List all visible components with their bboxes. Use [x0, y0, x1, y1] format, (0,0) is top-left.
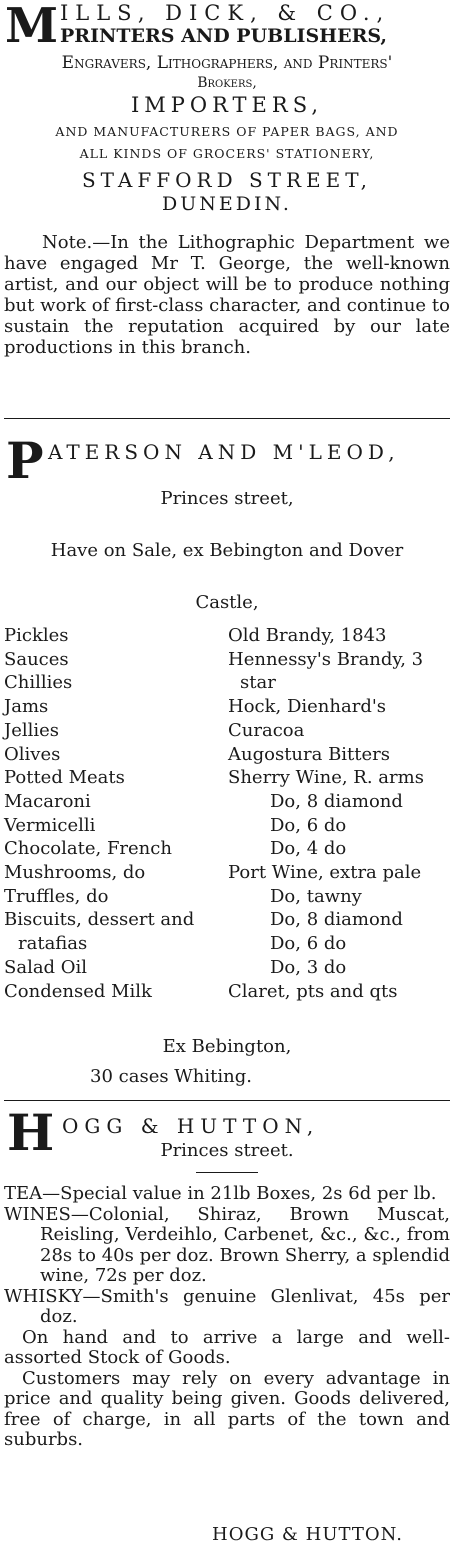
list-item: Hock, Dienhard's — [228, 696, 387, 718]
paterson-firm-name: ATERSON AND M'LEOD, — [48, 440, 400, 464]
list-item: Jellies — [4, 719, 60, 741]
list-item: Salad Oil — [4, 956, 88, 978]
mills-manufacturers-line: AND MANUFACTURERS OF PAPER BAGS, AND — [55, 124, 399, 139]
hogg-drop-cap: H — [7, 1103, 55, 1162]
hogg-whisky-paragraph: WHISKY—Smith's genuine Glenlivat, 45s per doz. — [4, 1285, 450, 1327]
list-item: Truffles, do — [4, 885, 109, 907]
list-item: Do, 6 do — [270, 814, 347, 836]
list-item: Pickles — [4, 625, 69, 646]
mills-engravers-line: Engravers, Lithographers, and Printers' — [61, 53, 393, 73]
hogg-body — [4, 1184, 450, 1451]
mills-note-paragraph: Note.—In the Lithographic Department we have engaged Mr T. George, the well-known artist, and our object will be to produce nothing but work of first-class character, and continue to sustain the reputation acquired by our late productions in this branch. — [4, 232, 450, 358]
list-item: Biscuits, dessert and — [4, 909, 195, 931]
paterson-drop-cap: P — [6, 431, 44, 490]
paterson-ex-line: Ex Bebington, — [162, 1036, 292, 1057]
short-rule — [196, 1172, 258, 1173]
list-item: Hennessy's Brandy, 3 — [228, 648, 424, 670]
list-item: star — [240, 672, 276, 694]
mills-firm-name: ILLS, DICK, & CO., — [60, 1, 391, 25]
list-item: Vermicelli — [4, 814, 96, 836]
divider-rule — [4, 1100, 450, 1101]
hogg-stock-paragraph: On hand and to arrive a large and well-assorted Stock of Goods. — [4, 1326, 450, 1368]
hogg-tea-paragraph: TEA—Special value in 21lb Boxes, 2s 6d per lb. — [4, 1183, 437, 1204]
mills-importers-line: IMPORTERS, — [130, 93, 324, 117]
list-item: Curacoa — [228, 719, 305, 741]
mills-stationery-line: ALL KINDS OF GROCERS' STATIONERY, — [79, 146, 375, 161]
list-item: Do, 4 do — [270, 838, 347, 860]
mills-printers-line: PRINTERS AND PUBLISHERS, — [60, 25, 388, 47]
hogg-wines-paragraph: WINES—Colonial, Shiraz, Brown Muscat, Reisling, Verdeihlo, Carbenet, &c., &c., from 28s to 40s per doz. Brown Sherry, a splendid wine, 72s per doz. — [4, 1203, 450, 1286]
mills-street-line: STAFFORD STREET, — [81, 168, 373, 192]
list-item: Chillies — [4, 672, 73, 694]
paterson-right-list — [228, 624, 424, 1003]
list-item: Macaroni — [4, 790, 91, 812]
list-item: Claret, pts and qts — [228, 980, 398, 1002]
mills-brokers-line: Brokers, — [197, 75, 257, 91]
list-item: Chocolate, French — [4, 838, 172, 860]
mills-city-line: DUNEDIN. — [162, 193, 292, 215]
paterson-sale-line: Have on Sale, ex Bebington and Dover — [50, 540, 404, 561]
mills-drop-cap: M — [5, 0, 59, 54]
paterson-street: Princes street, — [160, 488, 294, 509]
list-item: Augostura Bitters — [228, 743, 391, 765]
paterson-left-list — [4, 624, 194, 1003]
hogg-signature: HOGG & HUTTON. — [212, 1524, 403, 1545]
list-item: Do, tawny — [270, 885, 362, 907]
list-item: Condensed Milk — [4, 980, 152, 1002]
hogg-street: Princes street. — [160, 1140, 294, 1161]
list-item: ratafias — [18, 933, 88, 955]
hogg-firm-name: OGG & HUTTON, — [62, 1114, 320, 1138]
list-item: Old Brandy, 1843 — [228, 625, 387, 646]
list-item: Do, 8 diamond — [270, 790, 403, 812]
list-item: Port Wine, extra pale — [228, 862, 422, 884]
list-item: Potted Meats — [4, 767, 125, 789]
list-item: Sherry Wine, R. arms — [228, 767, 424, 789]
list-item: Do, 8 diamond — [270, 909, 403, 931]
paterson-whiting-line: 30 cases Whiting. — [90, 1066, 252, 1087]
list-item: Jams — [4, 696, 49, 718]
paterson-sale-line-2: Castle, — [195, 592, 259, 613]
list-item: Do, 3 do — [270, 956, 347, 978]
divider-rule — [4, 418, 450, 419]
hogg-customers-paragraph: Customers may rely on every advantage in price and quality being given. Goods delivered, free of charge, in all parts of the town and suburbs. — [4, 1367, 450, 1450]
list-item: Sauces — [4, 648, 69, 670]
list-item: Do, 6 do — [270, 933, 347, 955]
list-item: Olives — [4, 743, 61, 765]
list-item: Mushrooms, do — [4, 862, 146, 884]
